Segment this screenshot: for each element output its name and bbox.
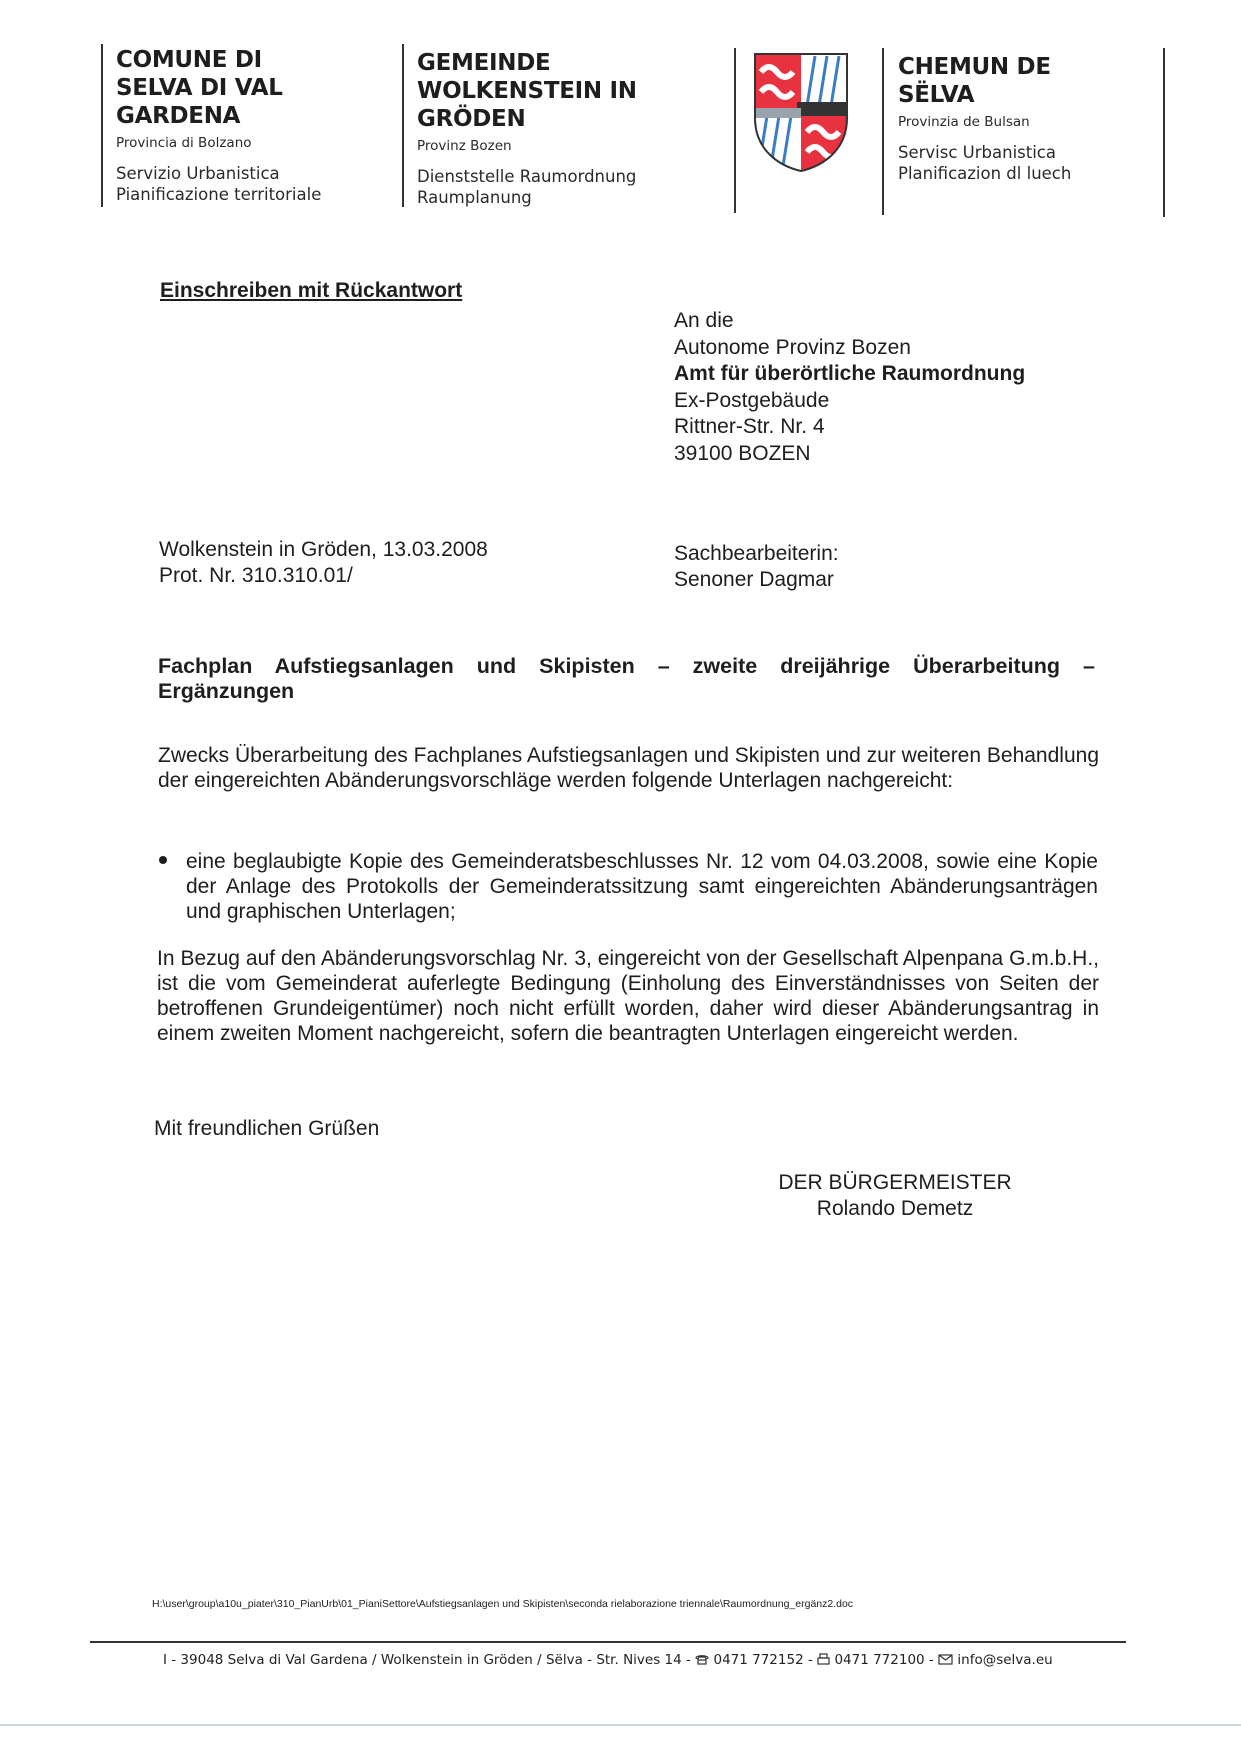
place-and-date: Wolkenstein in Gröden, 13.03.2008 <box>159 538 488 561</box>
province-name-german: Provinz Bozen <box>417 138 512 154</box>
municipality-title-german: GEMEINDE WOLKENSTEIN IN GRÖDEN <box>417 50 637 132</box>
bullet-item: eine beglaubigte Kopie des Gemeinderatsbeschlusses Nr. 12 vom 04.03.2008, sowie eine Kopie der Anlage des Protokolls der Gemeinderatssitzung samt eingereichten Abänderungsanträgen und graphischen Unterlagen; <box>186 850 1098 923</box>
paragraph-main: In Bezug auf den Abänderungsvorschlag Nr. 3, eingereicht von der Gesellschaft Alpenpana G.m.b.H., ist die vom Gemeinderat auferlegte Bedingung (Einholung des Einverständnisses von Seiten der betroffenen Grundeigentümer) noch nicht erfüllt worden, daher wird dieser Abänderungsantrag in einem zweiten Moment nachgereicht, sofern die beantragten Unterlagen eingereicht werden. <box>157 947 1099 1045</box>
clerk-block <box>674 541 1074 593</box>
signer-name: Rolando Demetz <box>816 1197 974 1220</box>
phone-icon <box>695 1653 709 1664</box>
signer-title: DER BÜRGERMEISTER <box>778 1171 1012 1194</box>
recipient-address <box>674 308 1194 467</box>
header-divider-left <box>101 44 103 207</box>
footer-phone: 0471 772152 - <box>713 1652 813 1668</box>
recipient-line-1: An die <box>674 309 734 332</box>
paragraph-intro: Zwecks Überarbeitung des Fachplanes Aufstiegsanlagen und Skipisten und zur weiteren Behandlung der eingereichten Abänderungsvorschläge werden folgende Unterlagen nachgereicht: <box>158 744 1099 792</box>
recipient-line-6: 39100 BOZEN <box>674 441 811 465</box>
document-file-path: H:\user\group\a10u_piater\310_PianUrb\01_PianiSettore\Aufstiegsanlagen und Skipisten\seconda rielaborazione triennale\Raumordnung_ergänz2.doc <box>152 1598 854 1610</box>
closing-greeting: Mit freundlichen Grüßen <box>154 1117 380 1140</box>
department-name-german: Dienststelle Raumordnung Raumplanung <box>417 167 637 207</box>
footer-rule <box>90 1641 1126 1643</box>
signature-block <box>720 1170 1070 1222</box>
scan-edge-line <box>0 1724 1241 1726</box>
department-name-ladin: Servisc Urbanistica Planificazion dl luech <box>898 143 1072 183</box>
date-protocol-block <box>159 537 579 589</box>
municipality-title-ladin: CHEMUN DE SËLVA <box>898 54 1051 108</box>
province-name-italian: Provincia di Bolzano <box>116 135 252 151</box>
coat-of-arms-icon <box>749 50 853 174</box>
header-divider-middle <box>402 44 404 207</box>
province-name-ladin: Provinzia de Bulsan <box>898 114 1030 130</box>
recipient-line-5: Rittner-Str. Nr. 4 <box>674 415 825 438</box>
clerk-label: Sachbearbeiterin: <box>674 542 839 565</box>
header-divider-crest-right <box>882 48 884 215</box>
recipient-line-3: Amt für überörtliche Raumordnung <box>674 362 1026 385</box>
header-block-italian <box>116 46 401 205</box>
recipient-line-2: Autonome Provinz Bozen <box>674 335 911 359</box>
footer-fax: 0471 772100 - <box>834 1652 934 1668</box>
footer-address: I - 39048 Selva di Val Gardena / Wolkenstein in Gröden / Sëlva - Str. Nives 14 - <box>163 1652 691 1668</box>
protocol-number: Prot. Nr. 310.310.01/ <box>159 564 353 587</box>
footer-contact-line <box>163 1652 1163 1668</box>
clerk-name: Senoner Dagmar <box>674 568 834 591</box>
fax-icon <box>817 1653 830 1665</box>
department-name-italian: Servizio Urbanistica Pianificazione territoriale <box>116 164 322 204</box>
header-block-ladin <box>898 53 1158 184</box>
recipient-line-4: Ex-Postgebäude <box>674 388 830 412</box>
envelope-icon <box>938 1653 953 1664</box>
header-divider-right <box>1163 48 1165 217</box>
delivery-type: Einschreiben mit Rückantwort <box>160 279 463 302</box>
header-divider-crest-left <box>734 48 736 213</box>
subject-line: Fachplan Aufstiegsanlagen und Skipisten – zweite dreijährige Überarbeitung – Ergänzungen <box>158 654 1095 703</box>
municipality-title-italian: COMUNE DI SELVA DI VAL GARDENA <box>116 47 283 129</box>
footer-email: info@selva.eu <box>957 1652 1053 1668</box>
header-block-german <box>417 49 732 208</box>
bullet-marker <box>159 856 167 864</box>
